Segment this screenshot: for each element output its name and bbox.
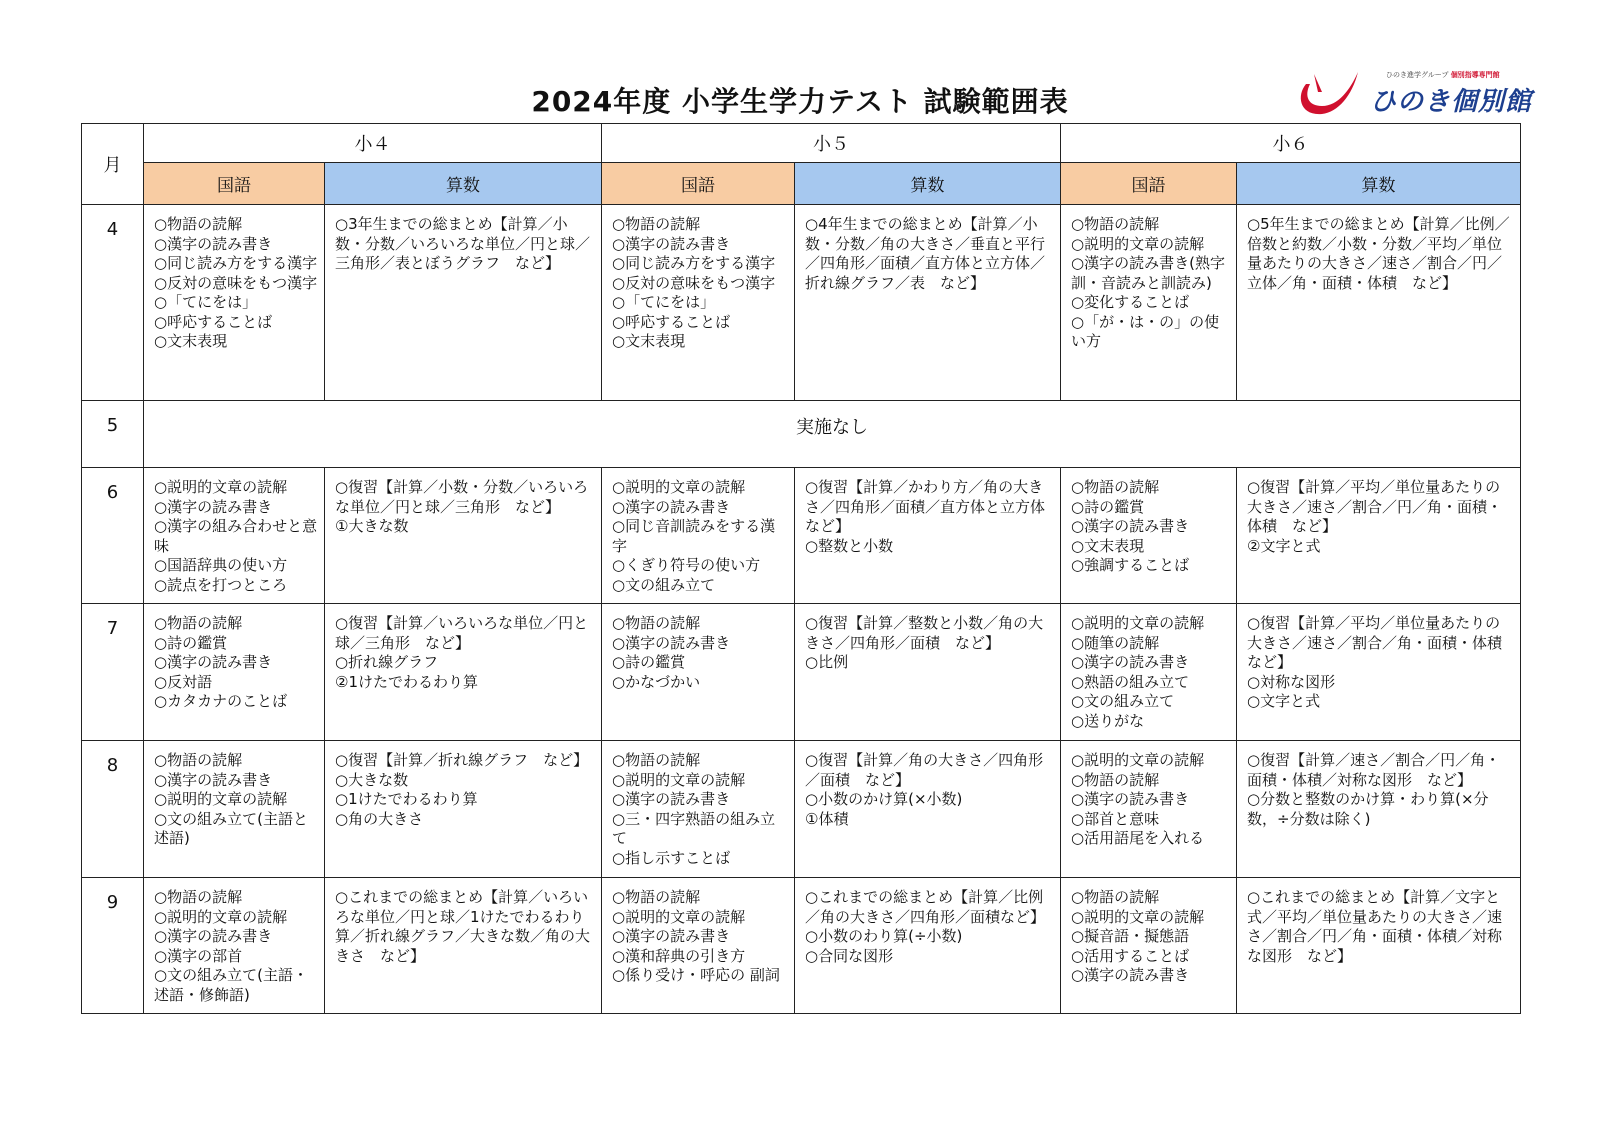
schedule-body: [82, 205, 1521, 1014]
range-item: ○擬音語・擬態語: [1071, 927, 1190, 945]
sansu-range-cell: [1237, 604, 1521, 741]
range-item: ○文の組み立て(主語・述語・修飾語): [154, 966, 308, 1004]
no-exam-cell: 実施なし: [144, 401, 1521, 468]
range-item: ○これまでの総まとめ【計算／文字と式／平均／単位量あたりの大きさ／速さ／割合／円／角・面積・体積／対称な図形 など】: [1247, 888, 1503, 965]
range-item: ○物語の読解: [612, 215, 701, 233]
range-item: ○1けたでわるわり算: [335, 790, 478, 808]
range-item: ○角の大きさ: [335, 809, 424, 828]
sansu-range-cell: [325, 878, 602, 1014]
range-item: ○復習【計算／折れ線グラフ など】: [335, 751, 589, 769]
range-item: ○漢字の読み書き: [154, 497, 273, 516]
range-item: ○漢字の組み合わせと意味: [154, 517, 318, 555]
range-item: ○説明的文章の読解: [1071, 234, 1205, 253]
range-item: ○文末表現: [154, 332, 228, 350]
kokugo-range-cell: [144, 468, 325, 604]
range-item: ○活用語尾を入れる: [1071, 829, 1205, 847]
grade-header-4: 小４: [144, 124, 602, 163]
month-header: 月: [82, 124, 144, 205]
range-item: ○整数と小数: [805, 536, 894, 555]
range-item: ○呼応することば: [612, 312, 731, 331]
subject-header-sansu: 算数: [325, 163, 602, 205]
range-item: ○復習【計算／整数と小数／角の大きさ／四角形／面積 など】: [805, 614, 1044, 652]
kokugo-range-cell: [144, 878, 325, 1014]
sansu-range-cell: [1237, 205, 1521, 401]
range-item: ○くぎり符号の使い方: [612, 556, 761, 574]
range-item: ○「てにをは」: [154, 293, 258, 311]
range-item: ○文末表現: [612, 332, 686, 350]
range-item: ○漢字の部首: [154, 946, 243, 965]
range-item: ○文の組み立て(主語と述語): [154, 809, 308, 847]
subject-header-sansu: 算数: [795, 163, 1061, 205]
month-row: [82, 468, 1521, 604]
range-item: ○説明的文章の読解: [1071, 907, 1205, 926]
kokugo-range-cell: [602, 205, 795, 401]
sansu-range-cell: [1237, 741, 1521, 878]
range-item: ○「が・は・の」の使い方: [1071, 312, 1220, 350]
range-item: ○漢字の読み書き: [154, 234, 273, 253]
range-item: ○復習【計算／角の大きさ／四角形／面積 など】: [805, 751, 1044, 789]
grade-header-5: 小５: [602, 124, 1061, 163]
range-item: ○物語の読解: [154, 888, 243, 906]
range-item: ○これまでの総まとめ【計算／いろいろな単位／円と球／1けたでわるわり算／折れ線グラフ／大きな数／角の大きさ など】: [335, 888, 591, 965]
range-item: ○漢字の読み書き: [154, 653, 273, 671]
sansu-range-cell: [1237, 878, 1521, 1014]
range-item: ○漢字の読み書き: [612, 234, 731, 253]
range-item: ○小数のわり算(÷小数): [805, 927, 963, 945]
range-item: ○詩の鑑賞: [1071, 497, 1145, 516]
range-item: ○同じ読み方をする漢字: [154, 254, 318, 272]
month-row: [82, 878, 1521, 1014]
range-item: ○漢字の読み書き: [154, 927, 273, 945]
range-item: ○指し示すことば: [612, 848, 731, 867]
range-item: ○物語の読解: [154, 751, 243, 769]
range-item: ○詩の鑑賞: [612, 653, 686, 671]
range-item: ○送りがな: [1071, 711, 1145, 730]
range-item: ②1けたでわるわり算: [335, 672, 478, 691]
range-item: ○復習【計算／いろいろな単位／円と球／三角形 など】: [335, 614, 589, 652]
range-item: ①体積: [805, 809, 849, 828]
range-item: ○読点を打つところ: [154, 575, 288, 594]
month-cell: 9: [82, 878, 144, 1014]
range-item: ②文字と式: [1247, 536, 1321, 555]
range-item: ○これまでの総まとめ【計算／比例／角の大きさ／四角形／面積など】: [805, 888, 1046, 926]
range-item: ○詩の鑑賞: [154, 633, 228, 652]
range-item: ○かなづかい: [612, 672, 701, 691]
logo-swoosh-icon: [1292, 66, 1372, 122]
range-item: ○漢字の読み書き(熟字訓・音読みと訓読み): [1071, 254, 1225, 292]
range-item: ○物語の読解: [154, 215, 243, 233]
range-item: ○説明的文章の読解: [612, 770, 746, 789]
kokugo-range-cell: [602, 741, 795, 878]
sansu-range-cell: [795, 205, 1061, 401]
range-item: ○カタカナのことば: [154, 692, 288, 710]
range-item: ○漢字の読み書き: [612, 790, 731, 808]
sansu-range-cell: [795, 741, 1061, 878]
kokugo-range-cell: [602, 468, 795, 604]
range-item: ○3年生までの総まとめ【計算／小数・分数／いろいろな単位／円と球／三角形／表とぼうグラフ など】: [335, 215, 591, 272]
range-item: ○対称な図形: [1247, 672, 1336, 691]
kokugo-range-cell: [144, 741, 325, 878]
range-item: ○文の組み立て: [612, 575, 716, 594]
range-item: ○漢和辞典の引き方: [612, 946, 746, 965]
range-item: ○分数と整数のかけ算・わり算(×分数，÷分数は除く): [1247, 790, 1489, 828]
subject-header-kokugo: 国語: [602, 163, 795, 205]
month-cell: 6: [82, 468, 144, 604]
range-item: ○復習【計算／平均／単位量あたりの大きさ／速さ／割合／円／角・面積・体積 など】: [1247, 478, 1503, 535]
range-item: ○文の組み立て: [1071, 692, 1175, 710]
range-item: ○物語の読解: [1071, 478, 1160, 496]
range-item: ○物語の読解: [1071, 888, 1160, 906]
range-item: ○同じ音訓読みをする漢字: [612, 517, 776, 555]
range-item: ○文末表現: [1071, 536, 1145, 555]
range-item: ○熟語の組み立て: [1071, 672, 1190, 691]
page-title: 2024年度 小学生学力テスト 試験範囲表: [531, 85, 1069, 118]
range-item: ○反対の意味をもつ漢字: [612, 273, 776, 292]
kokugo-range-cell: [1061, 878, 1237, 1014]
kokugo-range-cell: [1061, 741, 1237, 878]
kokugo-range-cell: [602, 878, 795, 1014]
sansu-range-cell: [795, 878, 1061, 1014]
range-item: ○漢字の読み書き: [612, 927, 731, 945]
range-item: ○説明的文章の読解: [612, 478, 746, 496]
sansu-range-cell: [325, 741, 602, 878]
range-item: ○大きな数: [335, 770, 409, 789]
range-item: ○5年生までの総まとめ【計算／比例／倍数と約数／小数・分数／平均／単位量あたりの大きさ／速さ／割合／円／立体／角・面積・体積 など】: [1247, 215, 1510, 292]
range-item: ○合同な図形: [805, 946, 894, 965]
range-item: ○比例: [805, 653, 849, 671]
month-row: [82, 741, 1521, 878]
range-item: ○復習【計算／小数・分数／いろいろな単位／円と球／三角形 など】: [335, 478, 589, 516]
range-item: ○物語の読解: [612, 751, 701, 769]
range-item: ○漢字の読み書き: [154, 770, 273, 789]
sansu-range-cell: [1237, 468, 1521, 604]
range-item: ○説明的文章の読解: [612, 907, 746, 926]
range-item: ○復習【計算／かわり方／角の大きさ／四角形／面積／直方体と立方体 など】: [805, 478, 1061, 535]
logo: [1292, 66, 1533, 122]
sansu-range-cell: [325, 468, 602, 604]
range-item: ○小数のかけ算(×小数): [805, 790, 963, 808]
range-item: ○漢字の読み書き: [612, 497, 731, 516]
range-item: ○説明的文章の読解: [154, 907, 288, 926]
range-item: ○物語の読解: [1071, 770, 1160, 789]
range-item: ○国語辞典の使い方: [154, 556, 288, 574]
month-cell: 8: [82, 741, 144, 878]
sansu-range-cell: [325, 205, 602, 401]
range-item: ○物語の読解: [612, 888, 701, 906]
range-item: ○文字と式: [1247, 692, 1321, 710]
range-item: ○「てにをは」: [612, 293, 716, 311]
range-item: ○説明的文章の読解: [1071, 751, 1205, 769]
subject-header-kokugo: 国語: [144, 163, 325, 205]
range-item: ○物語の読解: [1071, 215, 1160, 233]
month-cell: 5: [82, 401, 144, 468]
range-item: ○部首と意味: [1071, 809, 1160, 828]
month-row: [82, 205, 1521, 401]
range-item: ○物語の読解: [154, 614, 243, 632]
logo-brand-text: ひのき個別館: [1370, 87, 1533, 117]
kokugo-range-cell: [144, 205, 325, 401]
range-item: ○活用することば: [1071, 946, 1190, 965]
range-item: ○説明的文章の読解: [154, 790, 288, 808]
kokugo-range-cell: [144, 604, 325, 741]
range-item: ○復習【計算／平均／単位量あたりの大きさ／速さ／割合／角・面積・体積 など】: [1247, 614, 1518, 671]
sansu-range-cell: [795, 468, 1061, 604]
month-row: [82, 401, 1521, 468]
range-item: ○反対の意味をもつ漢字: [154, 273, 318, 292]
kokugo-range-cell: [1061, 468, 1237, 604]
range-item: ○漢字の読み書き: [1071, 517, 1190, 535]
range-item: ○漢字の読み書き: [1071, 790, 1190, 808]
range-item: ①大きな数: [335, 517, 409, 535]
kokugo-range-cell: [1061, 604, 1237, 741]
range-item: ○変化することば: [1071, 293, 1190, 311]
range-item: ○説明的文章の読解: [154, 478, 288, 496]
month-cell: 7: [82, 604, 144, 741]
range-item: ○折れ線グラフ: [335, 653, 439, 671]
range-item: ○物語の読解: [612, 614, 701, 632]
sansu-range-cell: [795, 604, 1061, 741]
range-item: ○復習【計算／速さ／割合／円／角・面積・体積／対称な図形 など】: [1247, 751, 1501, 789]
range-item: ○同じ読み方をする漢字: [612, 254, 776, 272]
range-item: ○漢字の読み書き: [1071, 966, 1190, 984]
kokugo-range-cell: [602, 604, 795, 741]
month-row: [82, 604, 1521, 741]
range-item: ○三・四字熟語の組み立て: [612, 809, 776, 847]
range-item: ○漢字の読み書き: [1071, 653, 1190, 671]
subject-header-sansu: 算数: [1237, 163, 1521, 205]
grade-header-6: 小６: [1061, 124, 1521, 163]
logo-group-text: ひのき進学グループ 個別指導専門館: [1386, 71, 1500, 79]
kokugo-range-cell: [1061, 205, 1237, 401]
exam-schedule-table: [81, 123, 1521, 1014]
range-item: ○随筆の読解: [1071, 633, 1160, 652]
range-item: ○説明的文章の読解: [1071, 614, 1205, 632]
sansu-range-cell: [325, 604, 602, 741]
range-item: ○呼応することば: [154, 312, 273, 331]
range-item: ○漢字の読み書き: [612, 633, 731, 652]
subject-header-kokugo: 国語: [1061, 163, 1237, 205]
range-item: ○4年生までの総まとめ【計算／小数・分数／角の大きさ／垂直と平行／四角形／面積／直方体と立方体／折れ線グラフ／表 など】: [805, 215, 1046, 292]
range-item: ○係り受け・呼応の 副詞: [612, 966, 780, 984]
range-item: ○強調することば: [1071, 556, 1190, 574]
month-cell: 4: [82, 205, 144, 401]
range-item: ○反対語: [154, 672, 213, 691]
